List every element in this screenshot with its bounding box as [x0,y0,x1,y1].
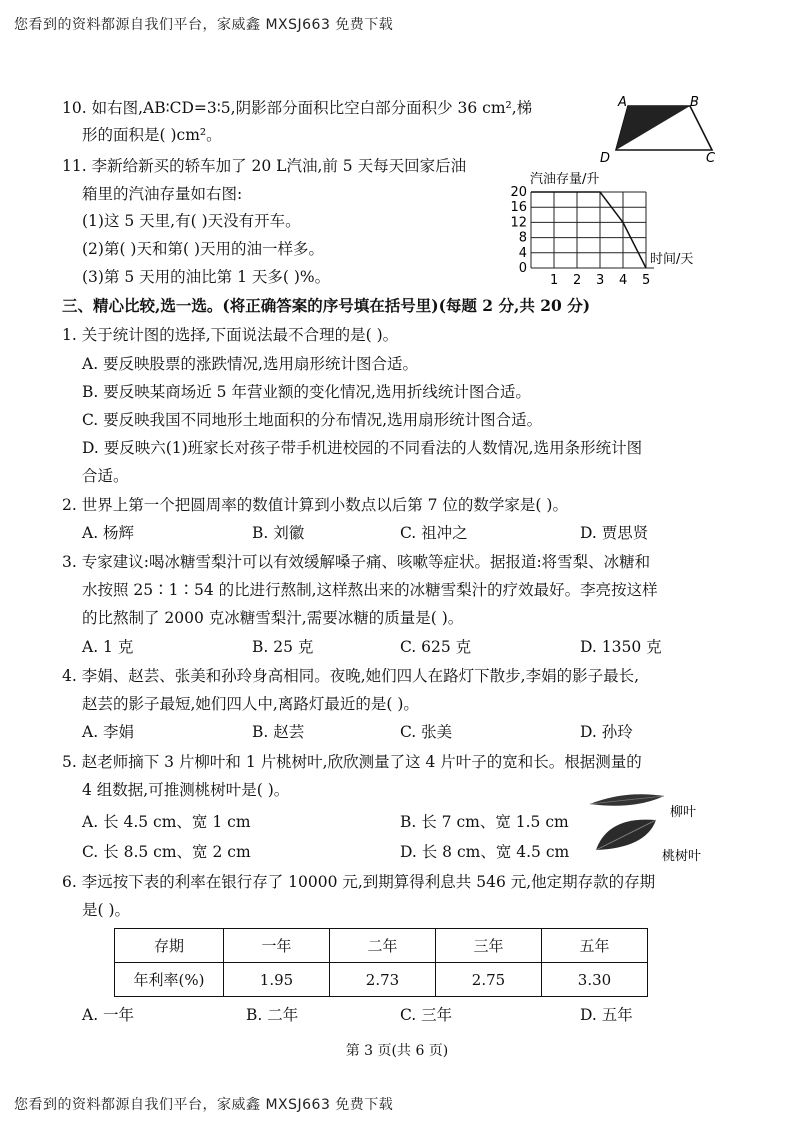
q1-stem: 1. 关于统计图的选择,下面说法最不合理的是( )。 [62,326,399,344]
q6-option-a: A. 一年 [82,1006,135,1024]
q2-option-c: C. 祖冲之 [400,524,468,542]
table-row [115,929,648,963]
table-cell: 三年 [436,929,542,963]
q3-line1: 3. 专家建议:喝冰糖雪梨汁可以有效缓解嗓子痛、咳嗽等症状。据报道:将雪梨、冰糖和 [62,553,651,571]
table-cell: 年利率(%) [115,963,224,997]
chart-ytick-label: 20 [510,185,527,200]
q3-option-d: D. 1350 克 [580,638,662,656]
q3-option-c: C. 625 克 [400,638,472,656]
q3-line3: 的比熬制了 2000 克冰糖雪梨汁,需要冰糖的质量是( )。 [82,609,464,627]
q5-option-a: A. 长 4.5 cm、宽 1 cm [82,813,251,831]
q11-sub2: (2)第( )天和第( )天用的油一样多。 [82,240,324,258]
table-cell: 1.95 [224,963,330,997]
q1-option-d-line1: D. 要反映六(1)班家长对孩子带手机进校园的不同看法的人数情况,选用条形统计图 [82,439,643,457]
q11-line1: 11. 李新给新买的轿车加了 20 L汽油,前 5 天每天回家后油 [62,157,467,175]
q10-line2: 形的面积是( )cm²。 [82,126,222,144]
chart-ytick-label: 8 [518,230,527,246]
leaf-figure [586,786,726,866]
q4-line1: 4. 李娟、赵芸、张美和孙玲身高相同。夜晚,她们四人在路灯下散步,李娟的影子最长, [62,667,639,685]
q4-option-d: D. 孙玲 [580,723,633,741]
q4-line2: 赵芸的影子最短,她们四人中,离路灯最近的是( )。 [82,695,419,713]
q2-stem: 2. 世界上第一个把圆周率的数值计算到小数点以后第 7 位的数学家是( )。 [62,496,568,514]
table-cell: 二年 [330,929,436,963]
table-cell: 3.30 [542,963,648,997]
label-d: D [600,151,611,166]
chart-xtick-label: 4 [619,273,628,288]
q5-option-c: C. 长 8.5 cm、宽 2 cm [82,843,251,861]
q11-sub3: (3)第 5 天用的油比第 1 天多( )%。 [82,268,331,286]
q4-option-b: B. 赵芸 [252,723,305,741]
q4-option-c: C. 张美 [400,723,453,741]
willow-label: 柳叶 [670,805,697,820]
interest-rate-table [114,928,648,997]
chart-xtick-label: 1 [550,273,559,288]
chart-xtick-label: 2 [573,273,582,288]
q6-option-d: D. 五年 [580,1006,633,1024]
label-b: B [690,95,699,110]
q10-line1: 10. 如右图,AB∶CD=3∶5,阴影部分面积比空白部分面积少 36 cm²,梯 [62,99,533,117]
q11-line2: 箱里的汽油存量如右图: [82,185,243,203]
q5-line1: 5. 赵老师摘下 3 片柳叶和 1 片桃树叶,欣欣测量了这 4 片叶子的宽和长。根据测量的 [62,753,642,771]
chart-xtick-label: 5 [642,273,651,288]
chart-series-line [531,192,646,268]
q6-line1: 6. 李远按下表的利率在银行存了 10000 元,到期算得利息共 546 元,他定期存款的存期 [62,873,656,891]
peach-label: 桃树叶 [662,849,702,864]
table-cell: 一年 [224,929,330,963]
chart-xtick-label: 3 [596,273,605,288]
table-cell: 存期 [115,929,224,963]
q3-option-a: A. 1 克 [82,638,134,656]
q2-option-b: B. 刘徽 [252,524,305,542]
q4-option-a: A. 李娟 [82,723,135,741]
label-c: C [706,151,716,166]
q5-option-d: D. 长 8 cm、宽 4.5 cm [400,843,570,861]
trapezoid-figure [594,92,724,168]
q11-sub1: (1)这 5 天里,有( )天没有开车。 [82,212,301,230]
watermark-bottom: 您看到的资料都源自我们平台，家威鑫 MXSJ663 免费下载 [14,1097,394,1113]
q5-line2: 4 组数据,可推测桃树叶是( )。 [82,781,290,799]
table-row [115,963,648,997]
q2-option-a: A. 杨辉 [82,524,135,542]
q6-option-c: C. 三年 [400,1006,453,1024]
page-number: 第 3 页(共 6 页) [345,1043,449,1059]
chart-xlabel: 时间/天 [650,252,694,267]
chart-ytick-label: 16 [510,200,527,216]
table-cell: 2.75 [436,963,542,997]
label-a: A [618,95,627,110]
table-cell: 五年 [542,929,648,963]
q2-option-d: D. 贾思贤 [580,524,649,542]
q1-option-d-line2: 合适。 [82,467,129,485]
q3-option-b: B. 25 克 [252,638,314,656]
q5-option-b: B. 长 7 cm、宽 1.5 cm [400,813,569,831]
q6-line2: 是( )。 [82,901,131,919]
chart-ylabel: 汽油存量/升 [530,172,600,187]
q6-option-b: B. 二年 [246,1006,299,1024]
fuel-line-chart [500,166,730,290]
table-cell: 2.73 [330,963,436,997]
chart-ytick-label: 0 [518,261,527,276]
q1-option-c: C. 要反映我国不同地形土地面积的分布情况,选用扇形统计图合适。 [82,411,543,429]
q1-option-b: B. 要反映某商场近 5 年营业额的变化情况,选用折线统计图合适。 [82,383,531,401]
chart-ytick-label: 12 [510,215,527,231]
section3-title: 三、精心比较,选一选。(将正确答案的序号填在括号里)(每题 2 分,共 20 分) [62,296,591,315]
watermark-top: 您看到的资料都源自我们平台，家威鑫 MXSJ663 免费下载 [14,17,394,33]
q1-option-a: A. 要反映股票的涨跌情况,选用扇形统计图合适。 [82,355,418,373]
chart-ytick-label: 4 [518,245,527,261]
q3-line2: 水按照 25∶1∶54 的比进行熬制,这样熬出来的冰糖雪梨汁的疗效最好。李亮按这样 [82,581,658,599]
